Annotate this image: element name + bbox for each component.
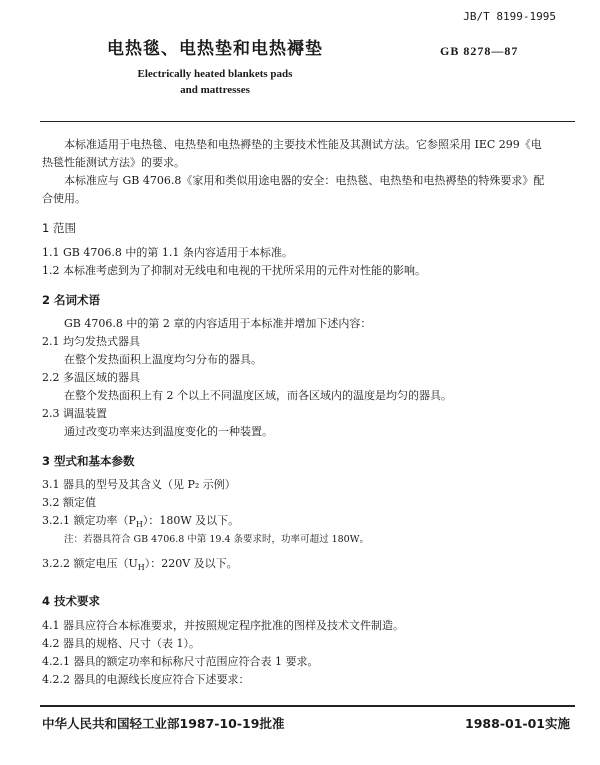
clause-3-2-1-value: ）：180W 及以下。	[142, 514, 240, 527]
section-2-heading: 2 名词术语	[42, 293, 101, 307]
intro-paragraph-2-line-1: 本标准应与 GB 4706.8《家用和类似用途电器的安全：电热毯、电热垫和电热褥垫的特殊要求》配	[64, 174, 545, 187]
clause-1-1: 1.1 GB 4706.8 中的第 1.1 条内容适用于本标准。	[42, 246, 293, 259]
term-2-3: 2.3 调温装置	[42, 407, 107, 420]
term-2-2: 2.2 多温区域的器具	[42, 371, 140, 384]
approval-line: 中华人民共和国轻工业部1987-10-19批准	[42, 716, 285, 731]
standard-number: JB/T 8199-1995	[463, 10, 556, 23]
clause-3-2: 3.2 额定值	[42, 496, 96, 509]
english-title-line-2: and mattresses	[180, 84, 250, 96]
header-divider	[40, 121, 575, 122]
clause-3-2-1-label: 3.2.1 额定功率（P	[42, 514, 136, 527]
clause-3-2-2-label: 3.2.2 额定电压（U	[42, 557, 138, 570]
power-subscript: H	[135, 520, 143, 530]
clause-4-2-2: 4.2.2 器具的电源线长度应符合下述要求：	[42, 673, 250, 686]
section-2-intro: GB 4706.8 中的第 2 章的内容适用于本标准并增加下述内容：	[64, 317, 372, 330]
implementation-date: 1988-01-01实施	[465, 716, 570, 731]
clause-3-2-2	[42, 556, 238, 576]
section-1-heading: 1 范围	[42, 221, 76, 235]
clause-4-2: 4.2 器具的规格、尺寸（表 1）。	[42, 637, 200, 650]
intro-paragraph-1-line-1: 本标准适用于电热毯、电热垫和电热褥垫的主要技术性能及其测试方法。它参照采用 IEC 299《电	[64, 138, 542, 151]
voltage-subscript: H	[137, 563, 145, 573]
clause-3-2-2-value: ）：220V 及以下。	[144, 557, 238, 570]
document-title: 电热毯、电热垫和电热褥垫	[107, 39, 323, 59]
english-title-line-1: Electrically heated blankets pads	[137, 68, 293, 80]
section-4-heading: 4 技术要求	[42, 594, 101, 608]
footer-divider	[40, 705, 575, 707]
section-3-heading: 3 型式和基本参数	[42, 454, 135, 468]
clause-4-1: 4.1 器具应符合本标准要求，并按照规定程序批准的图样及技术文件制造。	[42, 619, 404, 632]
clause-3-1: 3.1 器具的型号及其含义（见 P₂ 示例）	[42, 478, 236, 491]
intro-paragraph-2-line-2: 合使用。	[42, 192, 86, 205]
term-2-1: 2.1 均匀发热式器具	[42, 335, 140, 348]
term-2-3-definition: 通过改变功率来达到温度变化的一种装置。	[64, 425, 273, 438]
term-2-2-definition: 在整个发热面积上有 2 个以上不同温度区域，而各区域内的温度是均匀的器具。	[64, 389, 452, 402]
clause-1-2: 1.2 本标准考虑到为了抑制对无线电和电视的干扰所采用的元件对性能的影响。	[42, 264, 426, 277]
clause-4-2-1: 4.2.1 器具的额定功率和标称尺寸范围应符合表 1 要求。	[42, 655, 319, 668]
intro-paragraph-1-line-2: 热毯性能测试方法》的要求。	[42, 156, 185, 169]
term-2-1-definition: 在整个发热面积上温度均匀分布的器具。	[64, 353, 262, 366]
gb-number: GB 8278—87	[440, 44, 519, 58]
clause-3-2-1-note: 注：若器具符合 GB 4706.8 中第 19.4 条要求时，功率可超过 180W。	[64, 534, 369, 545]
